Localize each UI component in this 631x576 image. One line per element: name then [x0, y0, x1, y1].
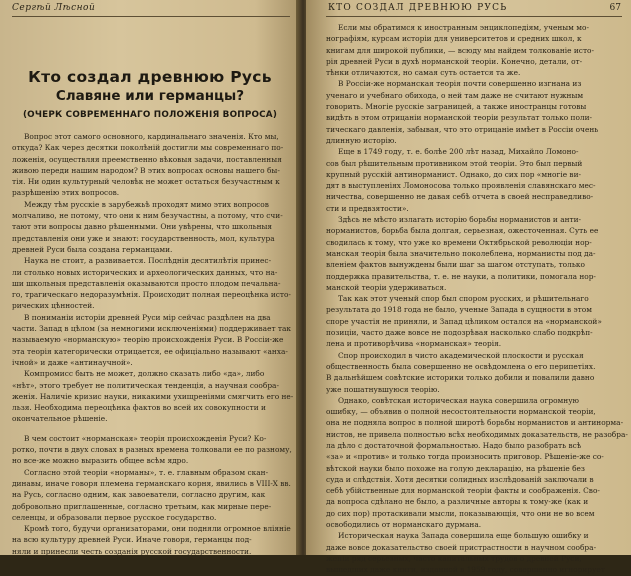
text-line: Еще в 1749 году, т. е. болѣе 200 лѣт назад, Михайло Ломоно-	[338, 147, 579, 157]
text-line: рія древней Руси в духѣ норманской теоріи. Конечно, детали, от-	[326, 56, 583, 66]
text-line: ложенія, осуществляя преемственно вѣковыя задачи, поставленныя	[12, 154, 282, 164]
text-line: она не подняла вопрос в полной широтѣ борьбы норманистов и антинорма-	[326, 418, 624, 428]
text-line: крупный русскій антинорманист. Однако, до сих пор «многіе ви-	[326, 169, 581, 179]
article-title: Кто создал древнюю Русь	[28, 68, 272, 86]
text-line: уже пошатнувшуюся теорію.	[326, 384, 440, 394]
text-line: ученаго и учебнаго обихода, о ней там даже не считают нужным	[326, 90, 584, 100]
text-line: освободились от норманскаго дурмана.	[326, 520, 482, 530]
text-line: В дальнѣйшем совѣтские историки только добили и повалили давно	[326, 373, 595, 383]
text-line: видѣть в этом отрицаніи норманской теоріи результат только поли-	[326, 113, 593, 123]
text-line: динавы, иначе говоря племена германскаго корня, явились в VIII-X вв.	[12, 478, 291, 488]
text-line: В пониманіи исторіи древней Руси мір сейчас раздѣлен на два	[24, 312, 271, 322]
text-line: эта теорія категорически отрицается, ее офиціально называют «анха-	[12, 346, 288, 356]
text-line: нографіям, курсам исторіи для университетов и средних школ, к	[326, 34, 582, 44]
text-line: длинную исторію.	[326, 135, 397, 145]
text-line: нистов, не привела полностью всѣх необходимых доказательств, не разобра-	[326, 429, 628, 439]
text-line: разрѣшенію этих вопросов.	[12, 188, 120, 198]
text-line: части. Запад в цѣлом (за немногими исключеніями) поддерживает так	[12, 324, 291, 334]
text-line: Если мы обратимся к иностранным энциклопедіям, ученым мо-	[338, 23, 589, 32]
text-line: В чем состоит «норманская» теорія происхожденія Руси? Ко-	[24, 433, 267, 443]
text-line: тѣнки отличаются, но самая суть остается та же.	[326, 68, 521, 78]
text-line: лена и противорѣчива «норманская» теорія.	[326, 339, 502, 349]
text-line: ротко, почти в двух словах в разных времена толковали ее по разному,	[12, 445, 292, 455]
text-line: ла дѣло с достаточной формальностью. Надо было разобрать всѣ	[326, 440, 582, 450]
text-line: дят в выступленіях Ломоносова только проявленія славянскаго мес-	[326, 181, 596, 191]
text-line: да вопроса сдѣлано не было, а различные авторы к тому-же (как и	[326, 497, 589, 507]
text-line: до сих пор) протаскивали мысли, показывающія, что они не во всем	[326, 508, 595, 518]
text-line: суда и слѣдствія. Хотя десятки солидных изслѣдованій заключали в	[326, 474, 594, 484]
text-line: поддержка правительства, т. е. не науки, а политики, помогала нор-	[326, 271, 596, 281]
text-line: сводилась к тому, что уже ко времени Октябрьской революціи нор-	[326, 237, 592, 247]
text-line: Компромисс быть не может, должно сказать либо «да», либо	[24, 369, 265, 379]
text-line: вышедших даже книги, изданной в 1959 году, совершенно игнорирует	[326, 565, 605, 575]
text-line: представленія они уже и знают: государственность, мол, культура	[12, 233, 275, 243]
text-line: на всю культуру древней Руси. Иначе говоря, германцы под-	[12, 535, 252, 545]
right-page	[306, 0, 631, 575]
text-line: себѣ убійственные для норманской теоріи факты и соображенія. Сво-	[326, 486, 600, 496]
header-rule-left	[12, 16, 290, 17]
text-line: живою переди нашим народом? В этих вопросах основы нашего бы-	[12, 165, 280, 175]
text-line: книгам для широкой публики, — всюду мы найдем толкованіе исто-	[326, 45, 594, 55]
text-line: добровольно приглашенные, согласно третьим, как мирные пере-	[12, 501, 272, 511]
text-line: Историческая наука Запада совершила еще большую ошибку и	[338, 531, 589, 541]
text-line: го, трагическаго недоразумѣнія. Происходит полная переоцѣнка исто-	[12, 290, 291, 300]
text-line: молчаливо, не потому, что они к ним безучастны, а потому, что счи-	[12, 211, 283, 221]
text-line: манской теоріи удерживаться.	[326, 282, 447, 292]
text-line: говорить. Многіе русскіе заграницей, а также иностранцы готовы	[326, 102, 587, 112]
text-line: вѣтской науки было похоже на голую декларацію, на рѣшеніе без	[326, 463, 585, 473]
text-line: общественность была совершенно не освѣдомлена о его перипетіях.	[326, 361, 596, 371]
text-line: позиціи, часто даже вовсе не подозрѣвая насколько слабо подкрѣп-	[326, 328, 593, 338]
text-line: тія. Ни один культурный человѣк не может остаться безучастным к	[12, 177, 280, 187]
text-line: ошибку, — объявив о полной несостоятельности норманской теоріи,	[326, 407, 596, 417]
text-line: льзя. Необходима переоцѣнка фактов во всей их совокупности и	[12, 403, 266, 413]
text-line: споре участія не приняли, и Запад цѣликом остался на «норманской»	[326, 316, 602, 326]
text-line: тическаго давленія, забывая, что это отрицаніе имѣет в Россіи очень	[326, 124, 599, 134]
text-line: Однако, совѣтская историческая наука совершила огромную	[338, 395, 579, 405]
running-head-right: КТО СОЗДАЛ ДРЕВНЮЮ РУСЬ	[328, 3, 508, 13]
left-text-column	[12, 131, 294, 557]
text-line: сти и предвзятости».	[326, 203, 409, 213]
text-line: Кромѣ того, будучи организаторами, они подняли огромное вліяніе	[24, 524, 291, 534]
text-line: няли и принесли честь созданія русской государственности.	[12, 546, 252, 556]
text-line: но все-же можно выразить общее всѣм ядро.	[12, 456, 189, 466]
text-line: тают эти вопросы давно рѣшенными. Они увѣрены, что школьныя	[12, 222, 273, 232]
text-line: женія. Наличіе кризис науки, никакими ухищреніями смягчить его не-	[12, 391, 294, 401]
text-line: ли столько новых исторических и археологических данных, что на-	[12, 267, 278, 277]
paragraph-gap	[12, 425, 290, 433]
text-line: ши школьныя представленія оказываются просто плодом печальна-	[12, 278, 281, 288]
text-line: вленіем фактов вынуждены были шаг за шагом отступать, только	[326, 260, 585, 270]
text-line: называемую «норманскую» теорію происхожденія Руси. В Россіи-же	[12, 335, 284, 345]
right-text-column	[326, 22, 628, 576]
left-page	[0, 0, 300, 555]
article-subheading: (ОЧЕРК СОВРЕМЕННАГО ПОЛОЖЕНІЯ ВОПРОСА)	[22, 110, 278, 120]
text-line: манская теорія была значительно поколеблена, норманисты под да-	[326, 248, 596, 258]
text-line: результата до 1918 года не было, ученые Запада в сущности в этом	[326, 305, 592, 315]
text-line: селенцы, и образовали первое русское государство.	[12, 512, 217, 522]
text-line: «нѣт», этого требует не политическая тенденція, а научная сообра-	[12, 380, 279, 390]
text-line: В Россіи-же норманская теорія почти совершенно изгнана из	[338, 79, 582, 89]
text-line: на Русь, согласно одним, как завоеватели, согласно другим, как	[12, 490, 266, 500]
text-line: «за» и «против» и только тогда произносить приговор. Рѣшеніе-же со-	[326, 452, 604, 462]
text-line: даже вовсе доказательство своей пристрастности в научном сообра-	[326, 542, 597, 552]
running-head-left: Сергѣй Лѣсной	[12, 3, 96, 13]
text-line: сов был рѣшительным противником этой теоріи. Это был первый	[326, 158, 583, 168]
text-line: женіи ряд серьезных, часто капитальных трудов о древней Руси,	[326, 553, 582, 563]
text-line: окончательное рѣшеніе.	[12, 414, 108, 424]
article-subtitle: Славяне или германцы?	[55, 88, 245, 104]
text-line: ничества, совершенно не давая себѣ отчета в своей несправедливо-	[326, 192, 594, 202]
text-line: Здѣсь не мѣсто излагать исторію борьбы норманистов и анти-	[338, 215, 582, 225]
text-line: откуда? Как через десятки поколѣній достигли мы современнаго по-	[12, 143, 284, 153]
text-line: Согласно этой теоріи «норманы», т. е. главным образом скан-	[24, 467, 269, 477]
text-line: норманистов, борьба была долгая, серьезная, ожесточенная. Суть ее	[326, 226, 599, 236]
text-line: Между тѣм русскіе в зарубежьѣ проходят мимо этих вопросов	[24, 199, 269, 209]
header-rule-right	[326, 16, 622, 17]
text-line: рических цѣнностей.	[12, 301, 95, 311]
text-line: Вопрос этот самого основного, кардинальнаго значенія. Кто мы,	[24, 132, 279, 141]
text-line: ічной» и даже «антинаучной».	[12, 357, 133, 367]
text-line: Так как этот ученый спор был спором русских, и рѣшительнаго	[338, 294, 589, 304]
page-number: 67	[609, 3, 621, 13]
text-line: Наука не стоит, а развивается. Послѣднія десятилѣтія принес-	[24, 256, 272, 266]
text-line: древней Руси была создана германцами.	[12, 244, 173, 254]
text-line: Спор происходил в чисто академической плоскости и русская	[338, 350, 584, 360]
